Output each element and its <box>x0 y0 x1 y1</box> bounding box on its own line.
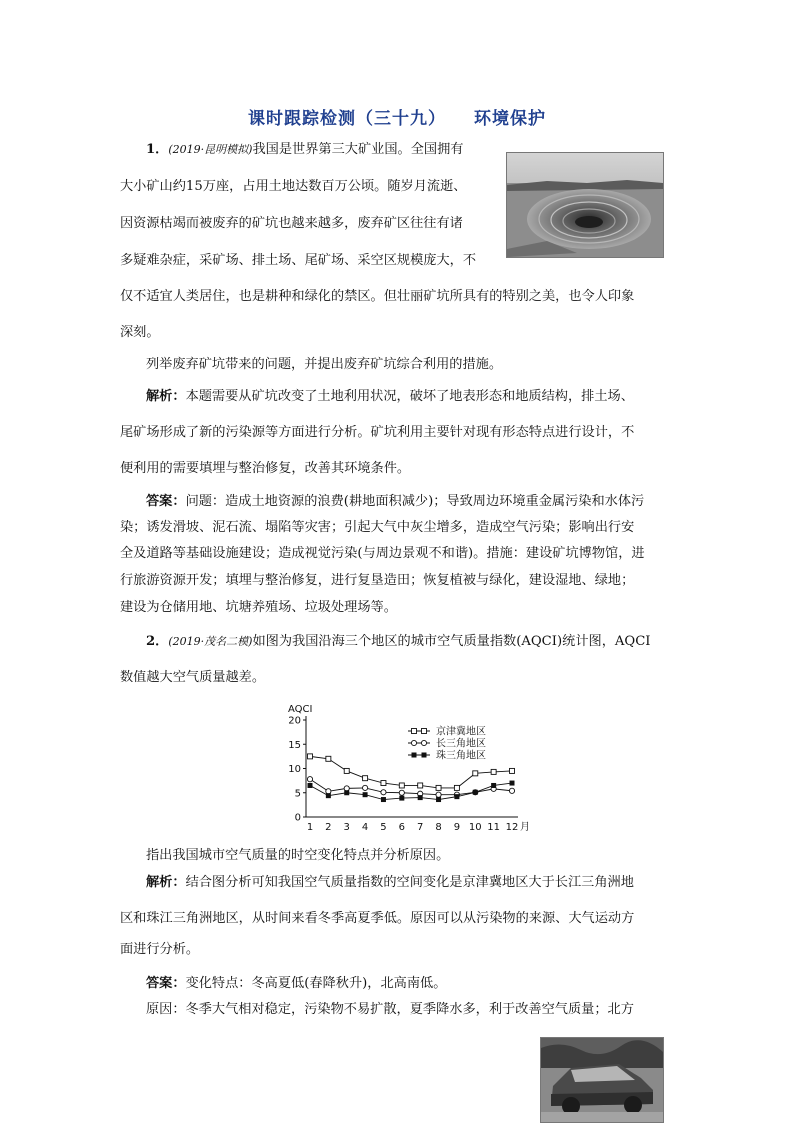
data-point <box>510 768 515 773</box>
data-point <box>418 795 423 800</box>
x-tick-label: 1 <box>306 822 314 833</box>
y-tick-label: 20 <box>288 715 301 727</box>
legend-label: 长三角地区 <box>436 738 486 750</box>
legend-marker <box>411 740 416 745</box>
q1-analysis-line-1: 解析：本题需要从矿坑改变了土地利用状况，破坏了地表形态和地质结构，排土场、 <box>146 389 634 404</box>
data-point <box>436 797 441 802</box>
legend-marker <box>422 753 427 758</box>
data-point <box>344 786 349 791</box>
x-tick-label: 4 <box>361 822 369 833</box>
q1-answer-line-1: 答案：问题：造成土地资源的浪费(耕地面积减少)；导致周边环境重金属污染和水体污 <box>146 494 645 509</box>
legend-label: 京津冀地区 <box>436 726 486 738</box>
x-tick-label: 12 <box>505 822 519 833</box>
q2-answer-line-1: 答案：变化特点：冬高夏低(春降秋升)，北高南低。 <box>146 976 447 991</box>
y-tick-label: 5 <box>294 788 301 800</box>
x-tick-label: 10 <box>468 822 482 833</box>
x-axis-unit: 月 <box>520 822 530 833</box>
legend-marker <box>422 729 427 734</box>
title-topic: 环境保护 <box>474 109 546 129</box>
data-point <box>399 783 404 788</box>
q2-line-2: 数值越大空气质量越差。 <box>120 670 266 685</box>
x-tick-label: 2 <box>325 822 332 833</box>
q1-line-1: 1．(2019·昆明模拟)我国是世界第三大矿业国。全国拥有 <box>146 142 464 157</box>
data-point <box>491 783 496 788</box>
chart-legend <box>408 725 486 762</box>
title-main: 课时跟踪检测（三十九） <box>248 109 446 129</box>
q1-question: 列举废弃矿坑带来的问题，并提出废弃矿坑综合利用的措施。 <box>146 357 503 372</box>
q2-line-1: 2．(2019·茂名二模)如图为我国沿海三个地区的城市空气质量指数(AQCI)统计图，AQCI <box>146 634 651 649</box>
q1-line-3: 因资源枯竭而被废弃的矿坑也越来越多，废弃矿区往往有诸 <box>120 216 463 231</box>
data-point <box>344 790 349 795</box>
q1-answer-line-5: 建设为仓储用地、坑塘养殖场、垃圾处理场等。 <box>120 600 397 615</box>
data-point <box>308 754 313 759</box>
data-point <box>381 781 386 786</box>
data-point <box>399 790 404 795</box>
x-tick-label: 3 <box>343 822 350 833</box>
q2-question: 指出我国城市空气质量的时空变化特点并分析原因。 <box>146 848 450 863</box>
y-tick-label: 0 <box>294 812 301 824</box>
data-point <box>454 785 459 790</box>
data-point <box>381 790 386 795</box>
series-line <box>310 779 512 795</box>
data-point <box>491 769 496 774</box>
data-point <box>436 785 441 790</box>
x-tick-label: 8 <box>435 822 442 833</box>
aqci-line-chart <box>280 700 550 835</box>
x-tick-label: 6 <box>398 822 406 833</box>
data-point <box>308 783 313 788</box>
legend-marker <box>412 753 417 758</box>
q2-reason-line: 原因：冬季大气相对稳定，污染物不易扩散，夏季降水多，利于改善空气质量；北方 <box>146 1002 634 1017</box>
data-point <box>307 777 312 782</box>
y-tick-label: 15 <box>288 739 301 751</box>
q1-line-4: 多疑难杂症，采矿场、排土场、尾矿场、采空区规模庞大，不 <box>120 253 477 268</box>
q1-line-5: 仅不适宜人类居住，也是耕种和绿化的禁区。但壮丽矿坑所具有的特别之美，也令人印象 <box>120 289 635 304</box>
y-axis-label: AQCI <box>288 704 313 715</box>
legend-marker <box>412 729 417 734</box>
data-point <box>436 792 441 797</box>
q1-answer-line-4: 行旅游资源开发；填埋与整治修复，进行复垦造田；恢复植被与绿化，建设湿地、绿地； <box>120 573 635 588</box>
q1-analysis-line-3: 便利用的需要填埋与整治修复，改善其环境条件。 <box>120 461 411 476</box>
data-point <box>344 768 349 773</box>
x-tick-label: 7 <box>416 822 424 833</box>
data-point <box>326 789 331 794</box>
page-title <box>0 104 794 129</box>
data-point <box>510 781 515 786</box>
data-point <box>363 776 368 781</box>
data-point <box>454 794 459 799</box>
x-tick-label: 5 <box>380 822 387 833</box>
q2-analysis-line-3: 面进行分析。 <box>120 942 200 957</box>
data-point <box>509 788 514 793</box>
q1-line-6: 深刻。 <box>120 325 160 340</box>
q2-analysis-line-1: 解析：结合图分析可知我国空气质量指数的空间变化是京津冀地区大于长江三角洲地 <box>146 875 634 890</box>
legend-label: 珠三角地区 <box>436 750 486 762</box>
q1-answer-line-2: 染；诱发滑坡、泥石流、塌陷等灾害；引起大气中灰尘增多，造成空气污染；影响出行安 <box>120 520 635 535</box>
x-tick-label: 11 <box>487 822 501 833</box>
data-point <box>418 783 423 788</box>
data-point <box>473 771 478 776</box>
data-point <box>381 797 386 802</box>
data-point <box>326 756 331 761</box>
q2-analysis-line-2: 区和珠江三角洲地区，从时间来看冬季高夏季低。原因可以从污染物的来源、大气运动方 <box>120 911 635 926</box>
data-point <box>363 792 368 797</box>
data-point <box>473 790 478 795</box>
q1-line-2: 大小矿山约15万座，占用土地达数百万公顷。随岁月流逝、 <box>120 179 467 194</box>
legend-marker <box>421 740 426 745</box>
data-point <box>326 793 331 798</box>
q1-analysis-line-2: 尾矿场形成了新的污染源等方面进行分析。矿坑利用主要针对现有形态特点进行设计，不 <box>120 425 635 440</box>
y-tick-label: 10 <box>288 764 301 775</box>
q1-answer-line-3: 全及道路等基础设施建设；造成视觉污染(与周边景观不和谐)。措施：建设矿坑博物馆，进 <box>120 546 645 561</box>
series-3 <box>308 781 515 802</box>
data-point <box>362 785 367 790</box>
damaged-car-photo <box>540 1037 664 1123</box>
x-tick-label: 9 <box>453 822 461 833</box>
data-point <box>399 796 404 801</box>
mine-pit-photo <box>506 152 664 258</box>
